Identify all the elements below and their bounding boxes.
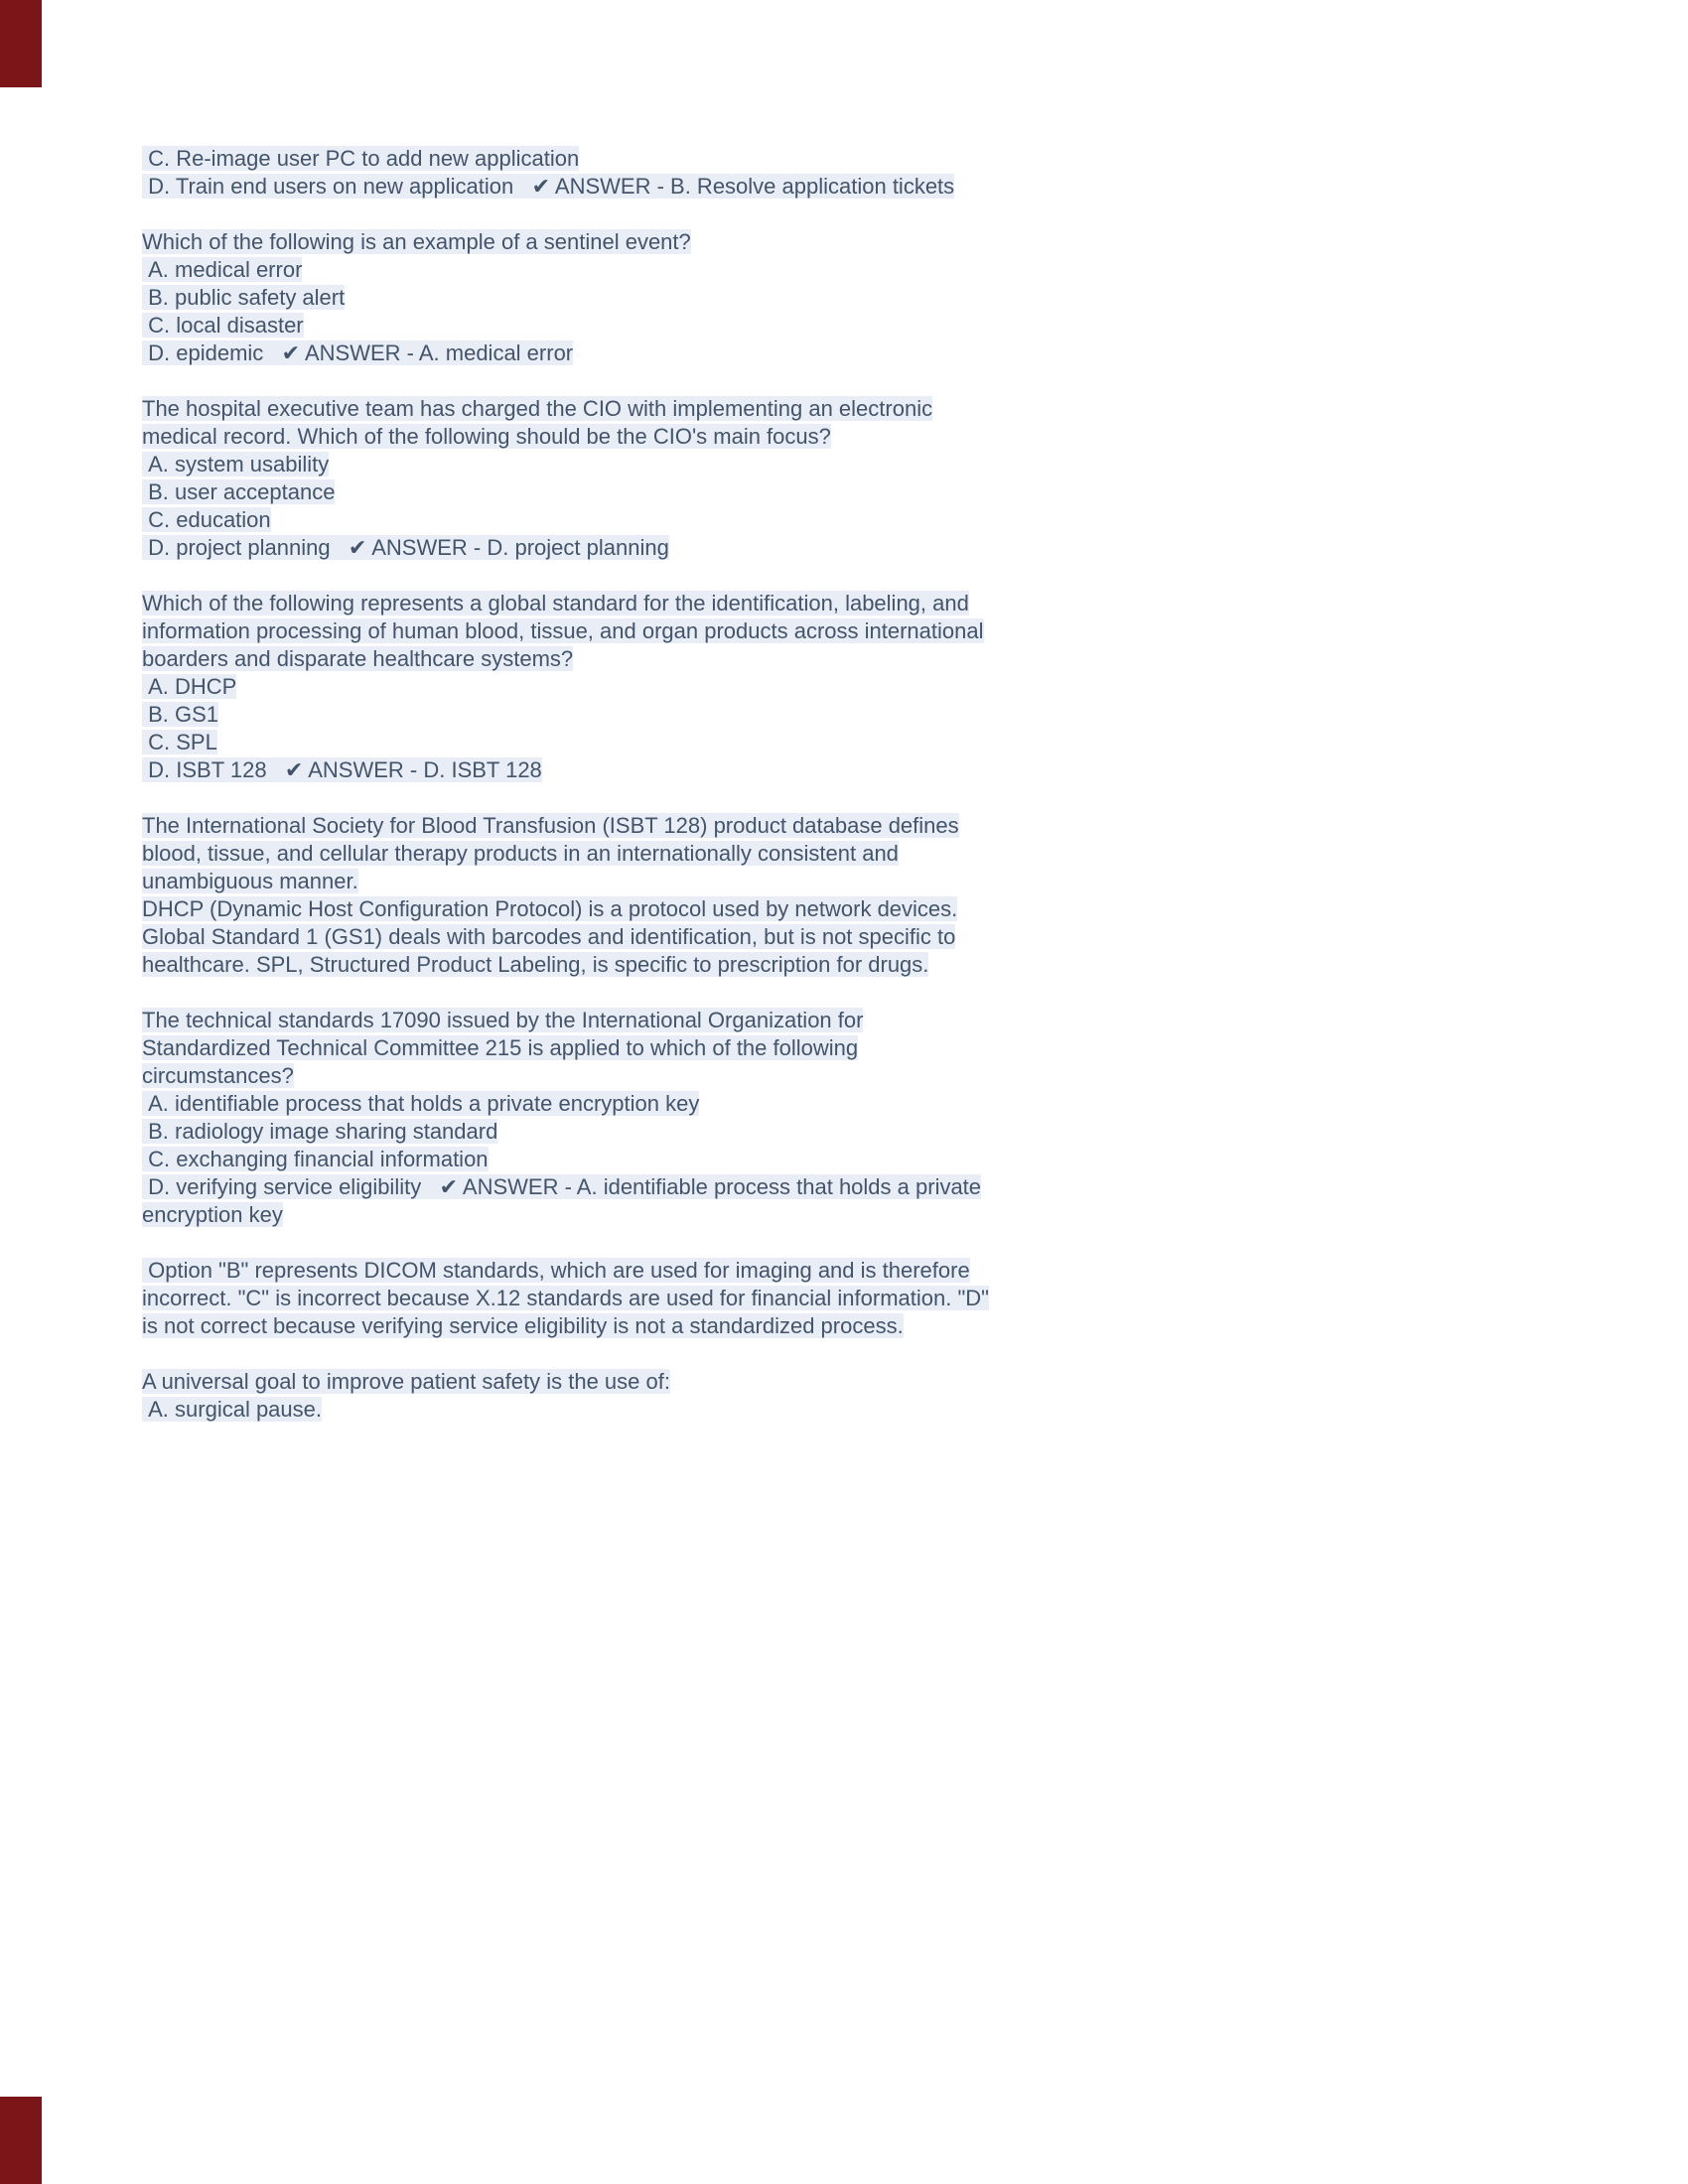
- text-line: [142, 423, 1314, 451]
- highlighted-text: Which of the following represents a global standard for the identification, labeling, and: [142, 591, 969, 615]
- text-line: [142, 1034, 1314, 1062]
- answer-check-icon: ✔: [348, 535, 367, 560]
- answer-check-icon: ✔: [531, 174, 551, 199]
- highlighted-text: B. radiology image sharing standard: [142, 1119, 498, 1144]
- highlighted-text: medical record. Which of the following should be the CIO's main focus?: [142, 424, 831, 449]
- highlighted-text: B. user acceptance: [142, 479, 336, 504]
- text-line: [142, 534, 1314, 562]
- text-line: [142, 478, 1314, 506]
- highlighted-text: The International Society for Blood Transfusion (ISBT 128) product database defines: [142, 813, 959, 838]
- highlighted-text: C. Re-image user PC to add new application: [142, 146, 580, 171]
- highlighted-text: A. system usability: [142, 452, 330, 477]
- highlighted-text: A. medical error: [142, 257, 303, 282]
- text-line: [142, 1396, 1314, 1424]
- text-line: [142, 451, 1314, 478]
- highlighted-text: circumstances?: [142, 1063, 294, 1088]
- highlighted-text: Option "B" represents DICOM standards, which are used for imaging and is therefore: [142, 1258, 970, 1283]
- highlighted-text: information processing of human blood, tissue, and organ products across international: [142, 618, 984, 643]
- highlighted-text: A. identifiable process that holds a private encryption key: [142, 1091, 700, 1116]
- text-line: [142, 756, 1314, 784]
- text-line: [142, 673, 1314, 701]
- text-line: [142, 895, 1314, 923]
- highlighted-text: D. project planning ✔ ANSWER - D. project planning: [142, 535, 669, 560]
- highlighted-text: D. ISBT 128 ✔ ANSWER - D. ISBT 128: [142, 757, 542, 782]
- highlighted-text: D. epidemic ✔ ANSWER - A. medical error: [142, 341, 574, 365]
- highlighted-text: B. GS1: [142, 702, 219, 727]
- text-line: [142, 506, 1314, 534]
- text-line: [142, 312, 1314, 340]
- text-line: [142, 1118, 1314, 1146]
- answer-check-icon: ✔: [439, 1174, 458, 1199]
- highlighted-text: C. exchanging financial information: [142, 1147, 489, 1171]
- highlighted-text: DHCP (Dynamic Host Configuration Protocol) is a protocol used by network devices.: [142, 896, 958, 921]
- text-line: [142, 1062, 1314, 1090]
- explanation-dicom: [142, 1257, 1314, 1340]
- highlighted-text: A. DHCP: [142, 674, 237, 699]
- highlighted-text: Which of the following is an example of a sentinel event?: [142, 229, 691, 254]
- text-line: [142, 1201, 1314, 1229]
- text-line: [142, 1368, 1314, 1396]
- highlighted-text: C. local disaster: [142, 313, 304, 338]
- highlighted-text: blood, tissue, and cellular therapy products in an internationally consistent and: [142, 841, 899, 866]
- highlighted-text: D. verifying service eligibility ✔ ANSWER - A. identifiable process that holds a private: [142, 1174, 982, 1199]
- text-line: [142, 951, 1314, 979]
- highlighted-text: unambiguous manner.: [142, 869, 358, 893]
- text-line: [142, 840, 1314, 868]
- text-line: [142, 395, 1314, 423]
- text-line: [142, 923, 1314, 951]
- question-sentinel-event: [142, 228, 1314, 367]
- question-options-continued: [142, 145, 1314, 201]
- text-line: [142, 1173, 1314, 1201]
- question-patient-safety: [142, 1368, 1314, 1424]
- text-line: [142, 590, 1314, 617]
- highlighted-text: is not correct because verifying service eligibility is not a standardized process.: [142, 1313, 904, 1338]
- highlighted-text: B. public safety alert: [142, 285, 346, 310]
- text-line: [142, 340, 1314, 367]
- highlighted-text: healthcare. SPL, Structured Product Labeling, is specific to prescription for drugs.: [142, 952, 929, 977]
- text-line: [142, 701, 1314, 729]
- highlighted-text: D. Train end users on new application ✔ ANSWER - B. Resolve application tickets: [142, 174, 955, 199]
- text-line: [142, 1285, 1314, 1312]
- highlighted-text: C. education: [142, 507, 271, 532]
- highlighted-text: The hospital executive team has charged the CIO with implementing an electronic: [142, 396, 933, 421]
- explanation-isbt: [142, 812, 1314, 979]
- highlighted-text: A. surgical pause.: [142, 1397, 322, 1422]
- text-line: [142, 173, 1314, 201]
- document-content: [142, 145, 1314, 1424]
- text-line: [142, 284, 1314, 312]
- text-line: [142, 1257, 1314, 1285]
- highlighted-text: A universal goal to improve patient safety is the use of:: [142, 1369, 670, 1394]
- highlighted-text: encryption key: [142, 1202, 283, 1227]
- page-edge-bottom-bar: [0, 2097, 42, 2184]
- highlighted-text: C. SPL: [142, 730, 217, 754]
- text-line: [142, 1007, 1314, 1034]
- highlighted-text: Standardized Technical Committee 215 is applied to which of the following: [142, 1035, 859, 1060]
- page-edge-top-bar: [0, 0, 42, 87]
- answer-check-icon: ✔: [281, 341, 301, 365]
- text-line: [142, 256, 1314, 284]
- highlighted-text: The technical standards 17090 issued by the International Organization for: [142, 1008, 864, 1032]
- text-line: [142, 729, 1314, 756]
- text-line: [142, 1312, 1314, 1340]
- highlighted-text: boarders and disparate healthcare systems?: [142, 646, 574, 671]
- text-line: [142, 1146, 1314, 1173]
- text-line: [142, 868, 1314, 895]
- answer-check-icon: ✔: [284, 757, 304, 782]
- text-line: [142, 645, 1314, 673]
- question-iso-17090: [142, 1007, 1314, 1229]
- question-blood-standard: [142, 590, 1314, 784]
- text-line: [142, 617, 1314, 645]
- highlighted-text: incorrect. "C" is incorrect because X.12 standards are used for financial information. "D": [142, 1286, 989, 1310]
- text-line: [142, 145, 1314, 173]
- text-line: [142, 812, 1314, 840]
- question-cio-focus: [142, 395, 1314, 562]
- text-line: [142, 1090, 1314, 1118]
- highlighted-text: Global Standard 1 (GS1) deals with barcodes and identification, but is not specific to: [142, 924, 956, 949]
- text-line: [142, 228, 1314, 256]
